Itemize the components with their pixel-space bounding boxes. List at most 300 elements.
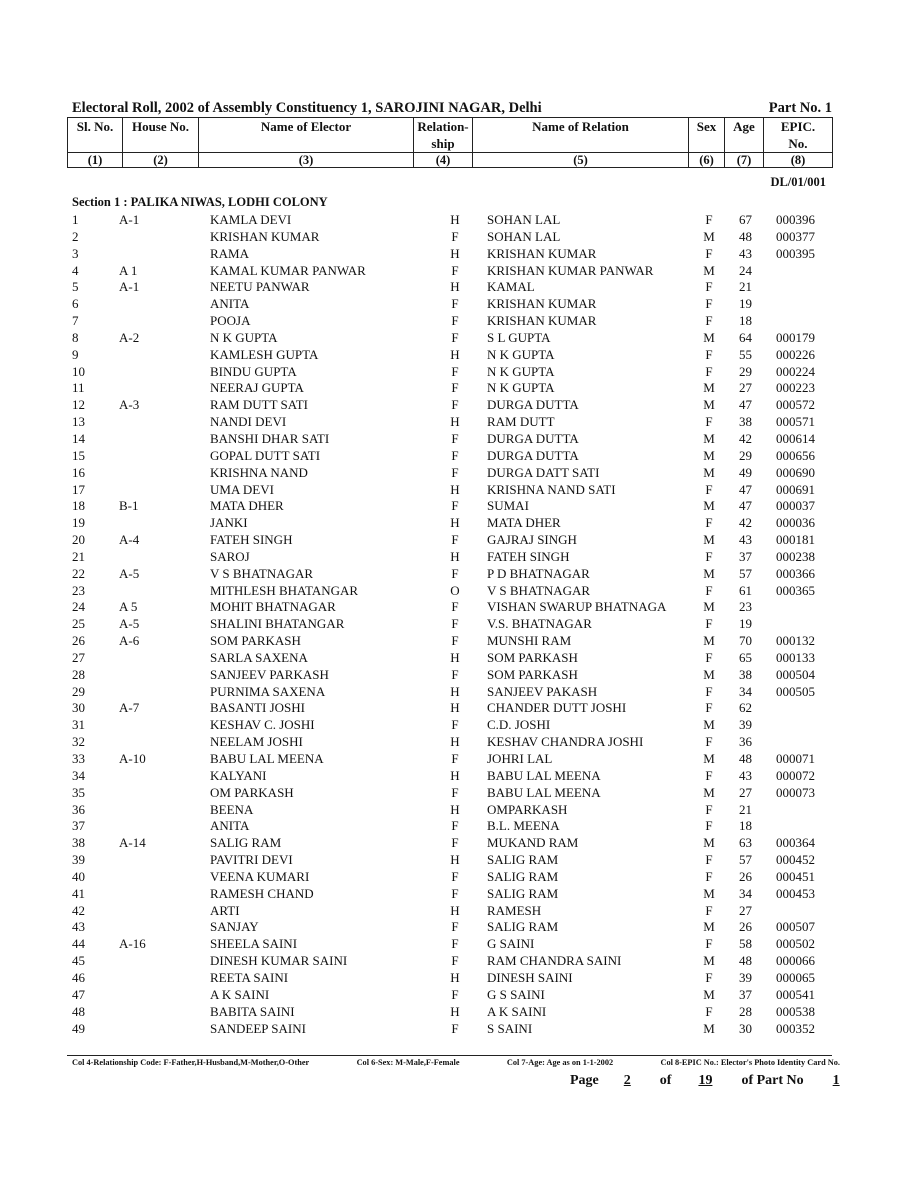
serial-number: 20 (72, 532, 85, 548)
serial-number: 44 (72, 936, 85, 952)
age: 27 (739, 380, 752, 396)
relationship-code: H (450, 245, 460, 261)
sex: M (703, 835, 715, 851)
serial-number: 19 (72, 515, 85, 531)
elector-name: BABU LAL MEENA (210, 751, 324, 766)
legend-sex: Col 6-Sex: M-Male,F-Female (356, 1058, 460, 1067)
elector-name: ARTI (210, 902, 240, 918)
epic-number: 000072 (776, 767, 815, 783)
serial-number: 5 (72, 279, 79, 295)
house-number: A 1 (119, 262, 138, 278)
house-number: B-1 (119, 498, 139, 514)
sex: F (705, 818, 713, 834)
table-row (0, 919, 900, 936)
relation-name: N K GUPTA (487, 346, 555, 362)
age: 29 (739, 447, 752, 463)
elector-name: BEENA (210, 801, 254, 817)
sex: M (703, 986, 715, 1002)
serial-number: 25 (72, 616, 85, 632)
sex: M (703, 430, 715, 446)
serial-number: 16 (72, 464, 85, 480)
age: 27 (739, 784, 752, 800)
serial-number: 27 (72, 649, 85, 665)
sex: F (705, 868, 713, 884)
serial-number: 22 (72, 565, 85, 581)
house-number: A-14 (119, 835, 146, 851)
table-row (0, 700, 900, 717)
serial-number: 47 (72, 986, 85, 1002)
elector-name: DINESH KUMAR SAINI (210, 953, 348, 969)
elector-name: SALIG RAM (210, 835, 282, 851)
relation-name: DURGA DATT SATI (487, 464, 600, 480)
sex: M (703, 784, 715, 800)
table-row (0, 734, 900, 751)
relation-name: SOHAN LAL (487, 212, 561, 227)
elector-list (0, 212, 900, 1037)
sex: F (705, 936, 713, 952)
serial-number: 43 (72, 919, 85, 935)
table-row (0, 633, 900, 650)
table-row (0, 498, 900, 515)
age: 24 (739, 262, 752, 278)
table-row (0, 802, 900, 819)
age: 48 (739, 228, 752, 244)
relationship-code: F (451, 296, 459, 312)
elector-name: KAMLA DEVI (210, 212, 292, 227)
sex: F (705, 700, 713, 716)
relation-name: SANJEEV PAKASH (487, 683, 598, 699)
age: 37 (739, 548, 752, 564)
serial-number: 38 (72, 835, 85, 851)
relationship-code: H (450, 852, 460, 868)
col-header-relationship: Relation- ship (414, 118, 473, 153)
sex: M (703, 953, 715, 969)
epic-number: 000133 (776, 649, 815, 665)
serial-number: 36 (72, 801, 85, 817)
sex: M (703, 532, 715, 548)
relationship-code: F (451, 936, 459, 952)
elector-name: MATA DHER (210, 498, 284, 514)
age: 38 (739, 414, 752, 430)
sex: M (703, 464, 715, 480)
relation-name: DINESH SAINI (487, 969, 573, 985)
sex: F (705, 279, 713, 295)
relationship-code: H (450, 481, 460, 497)
serial-number: 10 (72, 363, 85, 379)
relationship-code: F (451, 397, 459, 413)
col-header-age: Age (725, 118, 764, 153)
house-number: A 5 (119, 599, 138, 615)
col-num-8: (8) (764, 153, 833, 168)
elector-name: OM PARKASH (210, 784, 294, 800)
of-label: of (659, 1073, 672, 1088)
epic-number: 000066 (776, 953, 815, 969)
col-num-7: (7) (725, 153, 764, 168)
sex: M (703, 565, 715, 581)
table-row (0, 1004, 900, 1021)
table-row (0, 532, 900, 549)
epic-number: 000571 (776, 414, 815, 430)
table-row (0, 869, 900, 886)
epic-number: 000364 (776, 835, 815, 851)
relationship-code: F (451, 313, 459, 329)
part-number: Part No. 1 (768, 100, 832, 116)
house-number: A-5 (119, 616, 140, 632)
relation-name: GAJRAJ SINGH (487, 532, 577, 548)
serial-number: 21 (72, 548, 85, 564)
relationship-code: F (451, 532, 459, 548)
sex: F (705, 683, 713, 699)
serial-number: 35 (72, 784, 85, 800)
table-row (0, 448, 900, 465)
elector-name: SHEELA SAINI (210, 936, 298, 952)
epic-number: 000504 (776, 666, 815, 682)
elector-name: PAVITRI DEVI (210, 852, 293, 868)
sex: F (705, 969, 713, 985)
serial-number: 2 (72, 228, 79, 244)
epic-number: 000507 (776, 919, 815, 935)
relationship-code: F (451, 919, 459, 935)
legend-age: Col 7-Age: Age as on 1-1-2002 (506, 1058, 614, 1067)
footer-legend (72, 1058, 840, 1067)
age: 61 (739, 582, 752, 598)
epic-number: 000572 (776, 397, 815, 413)
relation-name: SUMAI (487, 498, 529, 514)
relation-name: G SAINI (487, 936, 535, 952)
elector-name: GOPAL DUTT SATI (210, 447, 321, 463)
relation-name: G S SAINI (487, 986, 545, 1002)
page-total: 19 (698, 1073, 713, 1088)
age: 58 (739, 936, 752, 952)
epic-number: 000452 (776, 852, 815, 868)
epic-number: 000352 (776, 1020, 815, 1036)
elector-name: SANJEEV PARKASH (210, 666, 329, 682)
table-row (0, 667, 900, 684)
elector-name: JANKI (210, 515, 248, 531)
elector-name: BANSHI DHAR SATI (210, 430, 330, 446)
relation-name: S L GUPTA (487, 329, 551, 345)
relation-name: FATEH SINGH (487, 548, 570, 564)
epic-number: 000541 (776, 986, 815, 1002)
col-header-sl-no: Sl. No. (68, 118, 123, 153)
serial-number: 4 (72, 262, 79, 278)
relationship-code: F (451, 565, 459, 581)
age: 62 (739, 700, 752, 716)
serial-number: 17 (72, 481, 85, 497)
sex: M (703, 666, 715, 682)
epic-number: 000505 (776, 683, 815, 699)
age: 28 (739, 1003, 752, 1019)
sex: F (705, 734, 713, 750)
relationship-code: H (450, 212, 460, 227)
relationship-code: H (450, 1003, 460, 1019)
sex: M (703, 329, 715, 345)
table-row (0, 263, 900, 280)
serial-number: 37 (72, 818, 85, 834)
table-row (0, 330, 900, 347)
elector-name: KAMLESH GUPTA (210, 346, 319, 362)
relation-name: BABU LAL MEENA (487, 767, 601, 783)
serial-number: 34 (72, 767, 85, 783)
age: 30 (739, 1020, 752, 1036)
serial-number: 49 (72, 1020, 85, 1036)
relation-name: KRISHAN KUMAR (487, 245, 597, 261)
elector-name: VEENA KUMARI (210, 868, 310, 884)
table-row (0, 835, 900, 852)
relation-name: BABU LAL MEENA (487, 784, 601, 800)
relationship-code: F (451, 885, 459, 901)
table-row (0, 768, 900, 785)
relationship-code: F (451, 430, 459, 446)
page-label: Page (570, 1073, 599, 1088)
relation-name: VISHAN SWARUP BHATNAGA (487, 599, 667, 615)
page-indicator (570, 1073, 840, 1089)
table-row (0, 650, 900, 667)
elector-name: SARLA SAXENA (210, 649, 308, 665)
relation-name: V.S. BHATNAGAR (487, 616, 592, 632)
serial-number: 13 (72, 414, 85, 430)
age: 65 (739, 649, 752, 665)
table-row (0, 566, 900, 583)
age: 49 (739, 464, 752, 480)
relation-name: MUNSHI RAM (487, 633, 572, 649)
age: 19 (739, 296, 752, 312)
house-number: A-1 (119, 212, 140, 227)
sex: M (703, 885, 715, 901)
elector-name: KAMAL KUMAR PANWAR (210, 262, 366, 278)
elector-name: POOJA (210, 313, 251, 329)
epic-number: 000538 (776, 1003, 815, 1019)
relationship-code: F (451, 1020, 459, 1036)
serial-number: 8 (72, 329, 79, 345)
serial-number: 33 (72, 751, 85, 766)
elector-name: A K SAINI (210, 986, 270, 1002)
relation-name: SOM PARKASH (487, 666, 578, 682)
house-number: A-7 (119, 700, 140, 716)
epic-number: 000238 (776, 548, 815, 564)
footer-part-number: 1 (832, 1073, 840, 1088)
epic-number: 000453 (776, 885, 815, 901)
age: 39 (739, 717, 752, 733)
elector-name: SANJAY (210, 919, 259, 935)
age: 64 (739, 329, 752, 345)
sex: F (705, 1003, 713, 1019)
elector-name: KALYANI (210, 767, 267, 783)
relationship-code: F (451, 835, 459, 851)
sex: M (703, 380, 715, 396)
serial-number: 24 (72, 599, 85, 615)
table-row (0, 414, 900, 431)
serial-number: 48 (72, 1003, 85, 1019)
relation-name: SALIG RAM (487, 852, 559, 868)
table-row (0, 279, 900, 296)
age: 47 (739, 397, 752, 413)
serial-number: 31 (72, 717, 85, 733)
relationship-code: F (451, 868, 459, 884)
house-number: A-5 (119, 565, 140, 581)
col-num-4: (4) (414, 153, 473, 168)
house-number: A-16 (119, 936, 146, 952)
serial-number: 11 (72, 380, 85, 396)
relation-name: B.L. MEENA (487, 818, 560, 834)
age: 18 (739, 818, 752, 834)
sex: M (703, 717, 715, 733)
house-number: A-3 (119, 397, 140, 413)
relation-name: SOHAN LAL (487, 228, 561, 244)
col-num-2: (2) (123, 153, 199, 168)
house-number: A-2 (119, 329, 140, 345)
relation-name: RAM CHANDRA SAINI (487, 953, 622, 969)
elector-name: PURNIMA SAXENA (210, 683, 326, 699)
table-row (0, 970, 900, 987)
col-header-house-no: House No. (123, 118, 199, 153)
age: 67 (739, 212, 752, 227)
col-header-sex: Sex (689, 118, 725, 153)
age: 43 (739, 245, 752, 261)
epic-number: 000179 (776, 329, 815, 345)
page-number: 2 (623, 1073, 631, 1088)
epic-number: 000181 (776, 532, 815, 548)
elector-name: ANITA (210, 296, 250, 312)
epic-number: 000691 (776, 481, 815, 497)
table-row (0, 953, 900, 970)
table-row (0, 397, 900, 414)
epic-number: 000223 (776, 380, 815, 396)
relation-name: A K SAINI (487, 1003, 547, 1019)
age: 34 (739, 885, 752, 901)
epic-number: 000377 (776, 228, 815, 244)
elector-name: NEERAJ GUPTA (210, 380, 304, 396)
relationship-code: H (450, 346, 460, 362)
elector-name: REETA SAINI (210, 969, 289, 985)
table-row (0, 380, 900, 397)
table-row (0, 212, 900, 229)
relation-name: RAM DUTT (487, 414, 555, 430)
relation-name: OMPARKASH (487, 801, 568, 817)
age: 47 (739, 498, 752, 514)
sex: M (703, 1020, 715, 1036)
age: 47 (739, 481, 752, 497)
relationship-code: H (450, 969, 460, 985)
elector-name: NEETU PANWAR (210, 279, 310, 295)
sex: F (705, 902, 713, 918)
relationship-code: F (451, 262, 459, 278)
age: 42 (739, 430, 752, 446)
relationship-code: F (451, 751, 459, 766)
relationship-code: F (451, 666, 459, 682)
relation-name: N K GUPTA (487, 380, 555, 396)
relationship-code: H (450, 649, 460, 665)
serial-number: 14 (72, 430, 85, 446)
relationship-code: F (451, 599, 459, 615)
table-row (0, 987, 900, 1004)
elector-name: RAMESH CHAND (210, 885, 314, 901)
table-row (0, 431, 900, 448)
elector-name: RAMA (210, 245, 250, 261)
table-row (0, 717, 900, 734)
relation-name: C.D. JOSHI (487, 717, 551, 733)
age: 43 (739, 767, 752, 783)
elector-name: BASANTI JOSHI (210, 700, 305, 716)
house-number: A-6 (119, 633, 140, 649)
serial-number: 9 (72, 346, 79, 362)
age: 63 (739, 835, 752, 851)
relation-name: MUKAND RAM (487, 835, 579, 851)
epic-number: 000366 (776, 565, 815, 581)
epic-number: 000226 (776, 346, 815, 362)
epic-number: 000502 (776, 936, 815, 952)
relationship-code: F (451, 447, 459, 463)
relationship-code: F (451, 329, 459, 345)
relation-name: P D BHATNAGAR (487, 565, 590, 581)
serial-number: 18 (72, 498, 85, 514)
elector-name: SOM PARKASH (210, 633, 301, 649)
epic-number: 000037 (776, 498, 815, 514)
table-row (0, 936, 900, 953)
serial-number: 23 (72, 582, 85, 598)
house-number: A-10 (119, 751, 146, 766)
table-row (0, 599, 900, 616)
sex: F (705, 245, 713, 261)
age: 38 (739, 666, 752, 682)
table-row (0, 465, 900, 482)
epic-number: 000396 (776, 212, 815, 227)
serial-number: 46 (72, 969, 85, 985)
serial-number: 40 (72, 868, 85, 884)
sex: M (703, 447, 715, 463)
relationship-code: H (450, 548, 460, 564)
serial-number: 7 (72, 313, 79, 329)
age: 42 (739, 515, 752, 531)
elector-name: SHALINI BHATANGAR (210, 616, 345, 632)
relation-name: KRISHAN KUMAR PANWAR (487, 262, 654, 278)
sex: F (705, 481, 713, 497)
relation-name: KESHAV CHANDRA JOSHI (487, 734, 644, 750)
sex: M (703, 262, 715, 278)
serial-number: 45 (72, 953, 85, 969)
epic-number: 000036 (776, 515, 815, 531)
section-heading: Section 1 : PALIKA NIWAS, LODHI COLONY (72, 195, 328, 209)
table-row (0, 616, 900, 633)
serial-number: 15 (72, 447, 85, 463)
house-number: A-1 (119, 279, 140, 295)
relation-name: DURGA DUTTA (487, 430, 579, 446)
table-row (0, 347, 900, 364)
elector-name: MITHLESH BHATANGAR (210, 582, 359, 598)
sex: M (703, 228, 715, 244)
age: 29 (739, 363, 752, 379)
sex: F (705, 212, 713, 227)
table-row (0, 886, 900, 903)
relation-name: N K GUPTA (487, 363, 555, 379)
relationship-code: H (450, 414, 460, 430)
table-row (0, 313, 900, 330)
elector-name: UMA DEVI (210, 481, 274, 497)
table-row (0, 751, 900, 768)
elector-name: BINDU GUPTA (210, 363, 297, 379)
age: 57 (739, 852, 752, 868)
sex: F (705, 363, 713, 379)
relation-name: DURGA DUTTA (487, 397, 579, 413)
serial-number: 41 (72, 885, 85, 901)
table-row (0, 296, 900, 313)
relationship-code: H (450, 902, 460, 918)
relation-name: SOM PARKASH (487, 649, 578, 665)
roll-title: Electoral Roll, 2002 of Assembly Constituency 1, SAROJINI NAGAR, Delhi (72, 100, 542, 116)
age: 19 (739, 616, 752, 632)
serial-number: 29 (72, 683, 85, 699)
age: 55 (739, 346, 752, 362)
